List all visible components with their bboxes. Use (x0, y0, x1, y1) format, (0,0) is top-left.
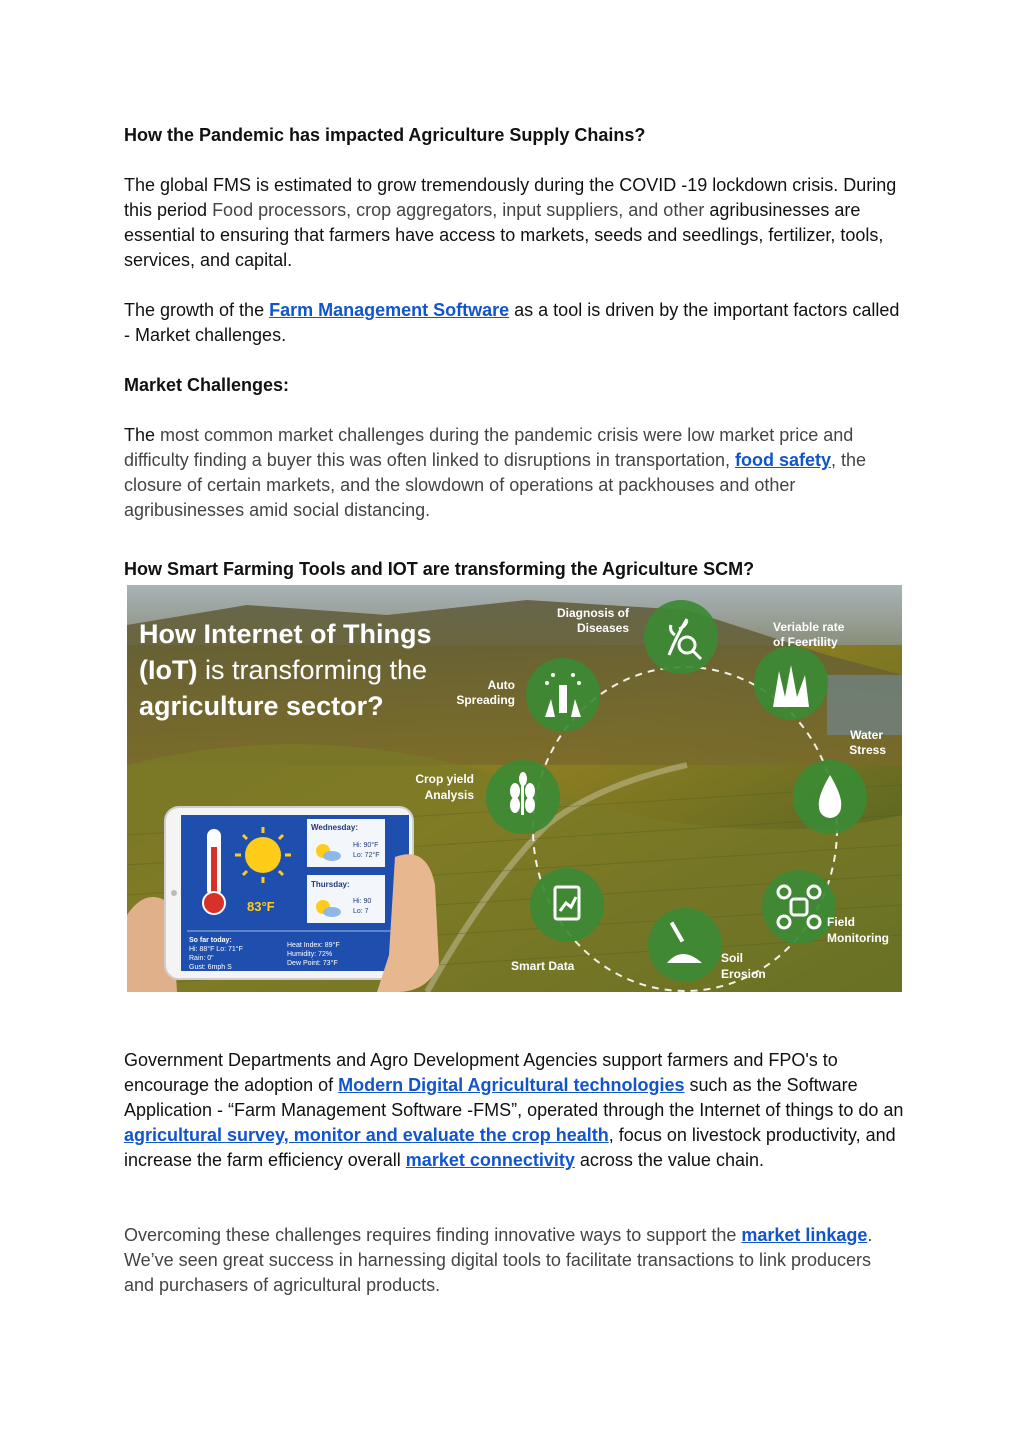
soil-erosion-circle (648, 908, 722, 982)
tablet-dew: Dew Point: 73°F (287, 960, 338, 967)
tablet-thu-lo: Lo: 7 (353, 908, 369, 915)
link-market-connectivity[interactable]: market connectivity (405, 1150, 575, 1170)
tablet-thu-hi: Hi: 90 (353, 898, 372, 905)
infographic-title-line2: (IoT) is transforming the (139, 655, 428, 685)
para1-text-b: agribusinesses are essential to ensuring that farmers have access to markets, seeds and seedlings, fertilizer, tools, services, and capital. (124, 200, 884, 270)
para2-after: as a tool is driven by the important factors called - Market challenges. (124, 300, 900, 345)
label-field-1: Field (827, 915, 856, 929)
tablet-wed-lo: Lo: 72°F (353, 852, 380, 859)
tablet-wed-hi: Hi: 90°F (353, 842, 379, 849)
tablet-humidity: Humidity: 72% (287, 951, 333, 958)
para1-text-gray: Food processors, crop aggregators, input suppliers, and other (212, 200, 705, 220)
label-soil-2: Erosion (721, 967, 766, 981)
tablet-temp: 83°F (247, 899, 275, 914)
infographic-title-line3: agriculture sector? (139, 691, 384, 721)
heading-smart-farming: How Smart Farming Tools and IOT are transforming the Agriculture SCM? (124, 559, 755, 579)
tablet-gust: Gust: 6mph S (189, 964, 232, 971)
label-diagnosis-2: Diseases (576, 621, 629, 635)
field-monitoring-circle (762, 870, 836, 944)
paragraph-market-challenges (124, 423, 904, 523)
thermometer-icon (203, 892, 225, 914)
heading-market-challenges: Market Challenges: (124, 375, 290, 395)
paragraph-growth (124, 298, 904, 348)
tablet-rain: Rain: 0" (189, 955, 214, 962)
fertility-circle (754, 646, 828, 720)
label-water-1: Water (850, 728, 883, 742)
label-soil-1: Soil (721, 951, 744, 965)
auto-spreading-circle (526, 658, 600, 732)
label-diagnosis-1: Diagnosis of (556, 606, 629, 620)
para4-p1: Government Departments and Agro Development Agencies support farmers and FPO's to encourage the adoption of (124, 1050, 838, 1095)
tablet-hi-lo: Hi: 88°F Lo: 71°F (189, 946, 243, 953)
para1-text-a: The global FMS is estimated to grow tremendously during the COVID -19 lockdown crisis. During this period (124, 175, 897, 220)
label-fertility-1: Veriable rate (773, 620, 845, 634)
label-field-2: Monitoring (827, 931, 889, 945)
label-crop-1: Crop yield (415, 772, 474, 786)
para3-after: , the closure of certain markets, and the slowdown of operations at packhouses and other agribusinesses amid social distancing. (124, 450, 867, 520)
water-circle (793, 760, 867, 834)
link-food-safety[interactable]: food safety (735, 450, 832, 470)
iot-infographic-image (127, 585, 902, 992)
tablet-heat: Heat Index: 89°F (287, 942, 340, 949)
para3-lead: The (124, 425, 156, 445)
smart-data-circle (530, 868, 604, 942)
paragraph-government (124, 1048, 904, 1173)
link-farm-management-software[interactable]: Farm Management Software (269, 300, 510, 320)
crop-yield-circle (486, 760, 560, 834)
link-agricultural-survey[interactable]: agricultural survey (124, 1125, 284, 1145)
para4-p3: , focus on livestock productivity, and increase the farm efficiency overall (124, 1125, 896, 1170)
link-market-linkage[interactable]: market linkage (741, 1225, 868, 1245)
link-modern-digital-ag[interactable]: Modern Digital Agricultural technologies (338, 1075, 685, 1095)
tablet-device (127, 807, 439, 992)
para3-body: most common market challenges during the pandemic crisis were low market price and difficulty finding a buyer this was often linked to disruptions in transportation, (124, 425, 854, 470)
paragraph-overcoming (124, 1223, 904, 1298)
para5-p1: Overcoming these challenges requires finding innovative ways to support the (124, 1225, 742, 1245)
tablet-thursday: Thursday: (311, 880, 350, 889)
label-fertility-2: of Feertility (773, 635, 838, 649)
label-auto-1: Auto (487, 678, 515, 692)
label-water-2: Stress (849, 743, 886, 757)
paragraph-global-fms (124, 173, 904, 273)
tablet-so-far: So far today: (189, 937, 232, 944)
para4-p4: across the value chain. (574, 1150, 764, 1170)
link-crop-health[interactable]: , monitor and evaluate the crop health (283, 1125, 609, 1145)
para5-p2: . We’ve seen great success in harnessing digital tools to facilitate transactions to link producers and purchasers of agricultural products. (124, 1225, 873, 1295)
label-smart-data: Smart Data (511, 959, 575, 973)
heading-pandemic: How the Pandemic has impacted Agriculture Supply Chains? (124, 125, 646, 145)
para2-before: The growth of the (124, 300, 270, 320)
tablet-wednesday: Wednesday: (311, 823, 358, 832)
label-crop-2: Analysis (424, 788, 474, 802)
infographic-title-line1: How Internet of Things (139, 619, 432, 649)
diagnosis-circle (644, 600, 718, 674)
label-auto-2: Spreading (456, 693, 515, 707)
para4-p2: such as the Software Application - “Farm Management Software -FMS”, operated through the Internet of things to do an (124, 1075, 904, 1120)
